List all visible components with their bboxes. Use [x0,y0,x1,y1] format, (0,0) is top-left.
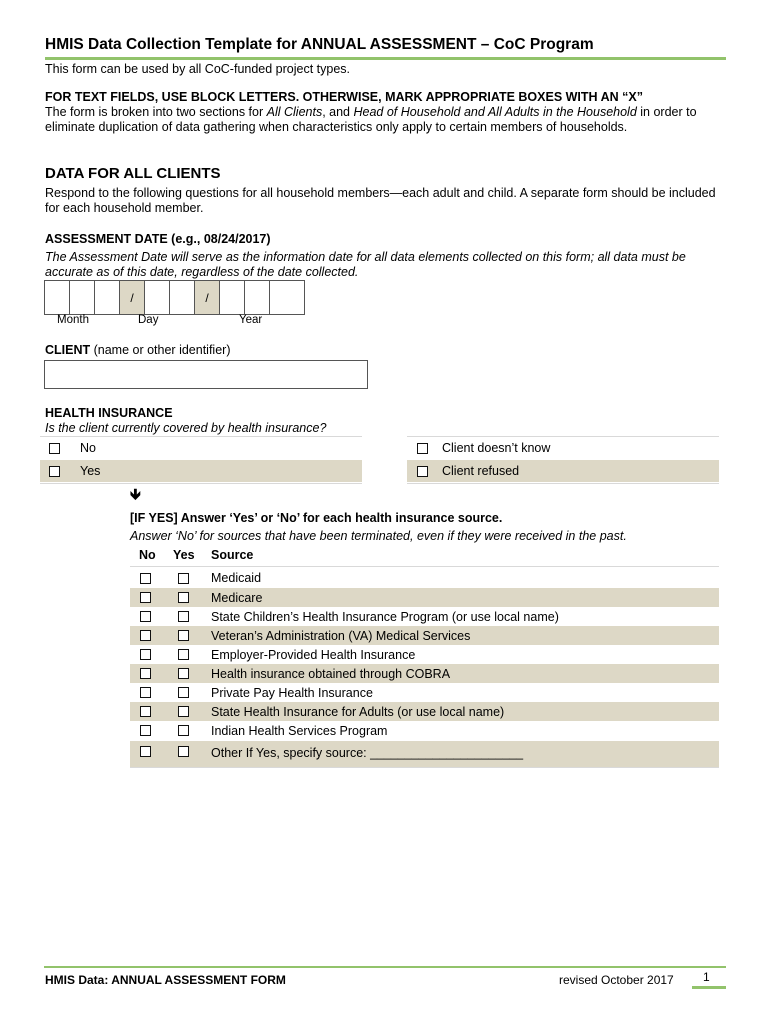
checkbox-source-no[interactable] [140,649,151,660]
column-header-no: No [139,548,156,562]
checkbox-source-no[interactable] [140,668,151,679]
insurance-source-label: State Health Insurance for Adults (or use local name) [211,705,505,719]
insurance-source-row[interactable] [130,626,719,645]
option-dont-know-label: Client doesn’t know [442,441,551,455]
date-digit-y1[interactable] [220,281,245,314]
insurance-source-label: State Children’s Health Insurance Program (or use local name) [211,610,559,624]
checkbox-source-no[interactable] [140,706,151,717]
instr-part-a: The form is broken into two sections for [45,105,267,119]
checkbox-refused[interactable] [417,466,428,477]
section-desc-2: for each household member. [45,201,204,215]
instr-part-e: in order to [636,105,697,119]
if-yes-instruction: [IF YES] Answer ‘Yes’ or ‘No’ for each health insurance source. [130,511,503,525]
insurance-source-label: Indian Health Services Program [211,724,388,738]
client-label-bold: CLIENT [45,343,91,357]
page-number-underline [692,986,726,989]
insurance-source-row[interactable] [130,645,719,664]
checkbox-source-yes[interactable] [178,592,189,603]
instr-part-c: , and [322,105,354,119]
checkbox-source-yes[interactable] [178,573,189,584]
insurance-source-row[interactable] [130,741,719,767]
checkbox-source-yes[interactable] [178,611,189,622]
day-label: Day [138,314,159,326]
checkbox-yes[interactable] [49,466,60,477]
insurance-source-label: Private Pay Health Insurance [211,686,373,700]
instr-part-b: All Clients [266,105,323,119]
checkbox-source-yes[interactable] [178,687,189,698]
checkbox-source-no[interactable] [140,746,151,757]
date-separator: / [195,281,220,314]
client-label [45,343,230,358]
footer-rule [44,966,726,968]
checkbox-source-yes[interactable] [178,630,189,641]
divider [40,483,362,484]
insurance-source-label: Medicare [211,591,263,605]
insurance-source-row[interactable] [130,683,719,702]
checkbox-source-yes[interactable] [178,725,189,736]
option-refused-label: Client refused [442,464,520,478]
instructions-text [45,105,735,120]
if-yes-note: Answer ‘No’ for sources that have been terminated, even if they were received in the past. [130,529,627,543]
footer-revised: revised October 2017 [559,973,674,987]
option-row-no[interactable] [40,437,362,459]
insurance-source-row[interactable] [130,568,719,588]
header-rule [45,57,726,60]
footer-title: HMIS Data: ANNUAL ASSESSMENT FORM [45,973,286,987]
divider [407,483,719,484]
assessment-date-input[interactable] [44,280,305,315]
option-row-refused[interactable] [407,460,719,482]
checkbox-source-yes[interactable] [178,649,189,660]
option-yes-label: Yes [80,464,101,478]
date-digit-m3[interactable] [95,281,120,314]
page-title: HMIS Data Collection Template for ANNUAL ASSESSMENT – CoC Program [45,36,594,53]
section-desc-1: Respond to the following questions for all household members—each adult and child. A separate form should be included [45,186,716,200]
insurance-source-label: Health insurance obtained through COBRA [211,667,451,681]
column-header-source: Source [211,548,254,562]
checkbox-source-no[interactable] [140,573,151,584]
section-heading: DATA FOR ALL CLIENTS [45,165,221,182]
insurance-source-row[interactable] [130,588,719,607]
column-header-yes: Yes [173,548,195,562]
divider [130,566,719,567]
insurance-source-row[interactable] [130,702,719,721]
date-digit-y2[interactable] [245,281,270,314]
checkbox-source-no[interactable] [140,611,151,622]
assessment-date-note-1: The Assessment Date will serve as the information date for all data elements collected on this form; all data must be [45,250,686,264]
insurance-source-row[interactable] [130,607,719,626]
option-row-dont-know[interactable] [407,437,719,459]
checkbox-source-no[interactable] [140,630,151,641]
checkbox-dont-know[interactable] [417,443,428,454]
date-separator: / [120,281,145,314]
checkbox-source-no[interactable] [140,725,151,736]
client-name-field[interactable] [44,360,368,389]
intro-line: This form can be used by all CoC-funded project types. [45,62,351,76]
instructions-heading: FOR TEXT FIELDS, USE BLOCK LETTERS. OTHERWISE, MARK APPROPRIATE BOXES WITH AN “X” [45,90,643,104]
checkbox-no[interactable] [49,443,60,454]
insurance-source-row[interactable] [130,664,719,683]
date-digit-y3[interactable] [270,281,295,314]
date-digit-m1[interactable] [45,281,70,314]
insurance-source-label: Veteran’s Administration (VA) Medical Services [211,629,471,643]
instructions-line2: eliminate duplication of data gathering when characteristics only apply to certain members of households. [45,120,628,134]
month-label: Month [57,314,89,326]
insurance-source-label: Other If Yes, specify source: ______________________ [211,746,524,760]
arrow-down-icon: 🡻 [130,485,141,503]
assessment-date-note-2: accurate as of this date, regardless of the date collected. [45,265,359,279]
checkbox-source-no[interactable] [140,687,151,698]
date-digit-m2[interactable] [70,281,95,314]
insurance-source-label: Medicaid [211,571,262,585]
divider [130,767,719,768]
checkbox-source-yes[interactable] [178,706,189,717]
date-digit-d2[interactable] [170,281,195,314]
health-insurance-question: Is the client currently covered by health insurance? [45,421,327,435]
assessment-date-label: ASSESSMENT DATE (e.g., 08/24/2017) [45,232,271,246]
checkbox-source-yes[interactable] [178,668,189,679]
checkbox-source-no[interactable] [140,592,151,603]
insurance-source-row[interactable] [130,721,719,740]
option-no-label: No [80,441,96,455]
client-label-rest: (name or other identifier) [90,343,231,357]
health-insurance-label: HEALTH INSURANCE [45,406,173,420]
year-label: Year [239,314,263,326]
option-row-yes[interactable] [40,460,362,482]
instr-part-d: Head of Household and All Adults in the Household [353,105,637,119]
insurance-source-label: Employer-Provided Health Insurance [211,648,416,662]
checkbox-source-yes[interactable] [178,746,189,757]
page-number: 1 [703,970,710,984]
date-digit-d1[interactable] [145,281,170,314]
